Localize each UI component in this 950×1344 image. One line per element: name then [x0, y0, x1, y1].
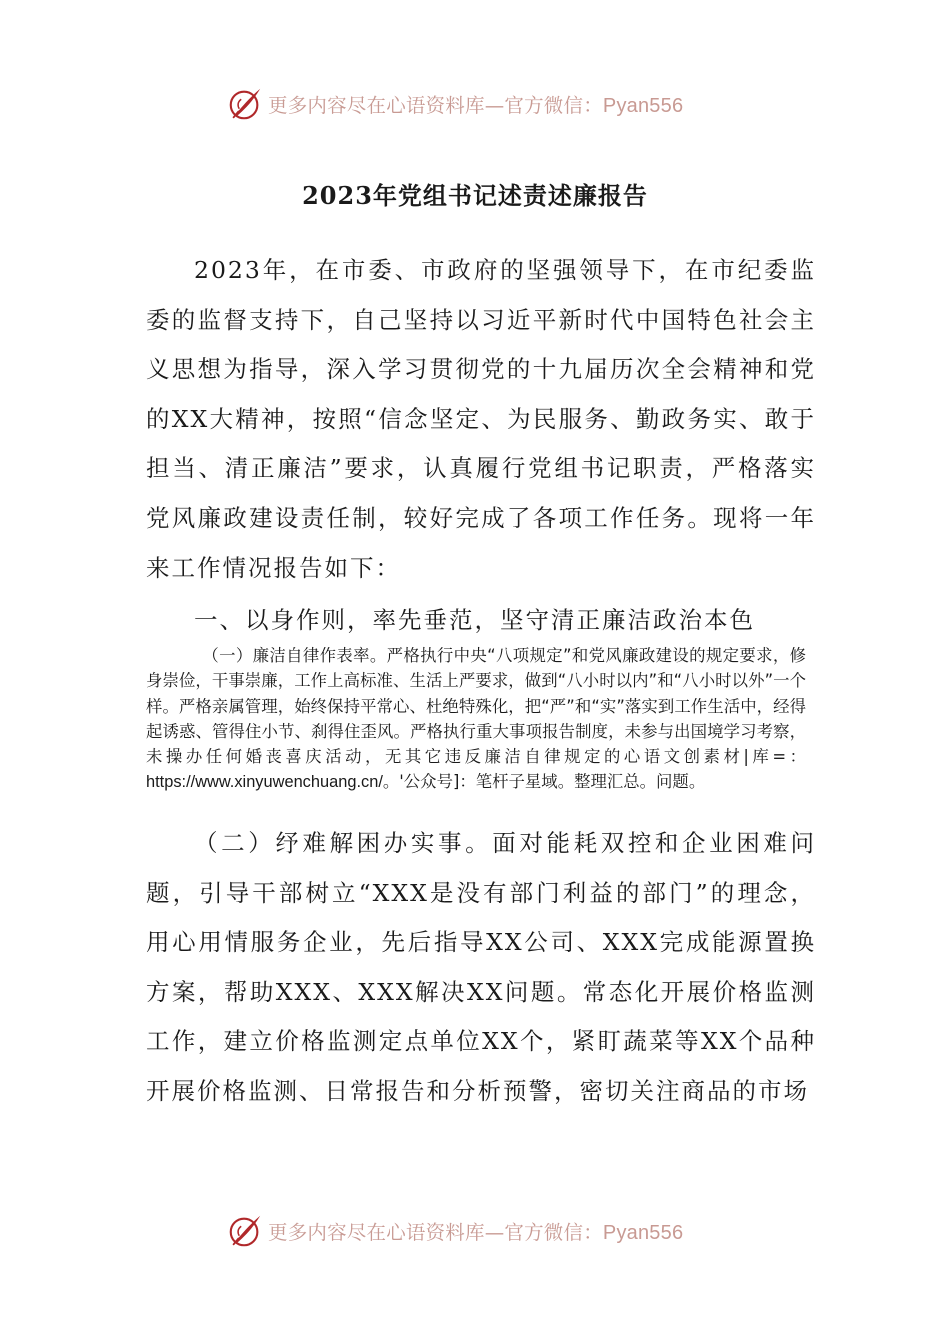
subsection-2-paragraph: （二）纾难解困办实事。面对能耗双控和企业困难问题，引导干部树立“XXX是没有部门利益的部门”的理念，用心用情服务企业，先后指导XX公司、XXX完成能源置换方案，帮助XXX、XXX解决XX问题。常态化开展价格监测工作，建立价格监测定点单位XX个，紧盯蔬菜等XX个品种开展价格监测、日常报告和分析预警，密切关注商品的市场 — [146, 829, 816, 1105]
watermark-banner-top — [226, 84, 746, 124]
watermark-text: 更多内容尽在心语资料库—官方微信：Pyan556 — [268, 1221, 684, 1244]
subsection-1-text: （一）廉洁自律作表率。严格执行中央“八项规定”和党风廉政建设的规定要求，修身崇俭，干事崇廉，工作上高标准、生活上严要求，做到“八小时以内”和“八小时以外”一个样。严格亲属管理，始终保持平常心、杜绝特殊化，把“严”和“实”落实到工作生活中，经得起诱惑、管得住小节、刹得住歪风。严格执行重大事项报告制度，未参与出国境学习考察，未操办任何婚丧喜庆活动，无其它违反廉洁自律规定的心语文创素材|库=： — [146, 646, 806, 767]
wechat-id: Pyan556 — [602, 95, 684, 117]
wechat-id: Pyan556 — [602, 1222, 684, 1244]
subsection-1-paragraph — [146, 643, 806, 796]
source-url: https://www.xinyuwenchuang.cn/ — [146, 773, 383, 792]
subsection-1-suffix: 。'公众号]：笔杆子星域。整理汇总。问题。 — [382, 772, 706, 792]
section-heading: 一、以身作则，率先垂范，坚守清正廉洁政治本色 — [194, 606, 755, 634]
watermark-text: 更多内容尽在心语资料库—官方微信：Pyan556 — [268, 94, 684, 117]
quill-pen-icon — [226, 85, 264, 123]
intro-paragraph: 2023年，在市委、市政府的坚强领导下，在市纪委监委的监督支持下，自己坚持以习近平新时代中国特色社会主义思想为指导，深入学习贯彻党的十九届历次全会精神和党的XX大精神，按照“信念坚定、为民服务、勤政务实、敢于担当、清正廉洁”要求，认真履行党组书记职责，严格落实党风廉政建设责任制，较好完成了各项工作任务。现将一年来工作情况报告如下： — [146, 256, 816, 582]
watermark-banner-bottom — [226, 1211, 746, 1251]
document-title: 2023年党组书记述责述廉报告 — [302, 181, 648, 210]
quill-pen-icon — [226, 1212, 264, 1250]
